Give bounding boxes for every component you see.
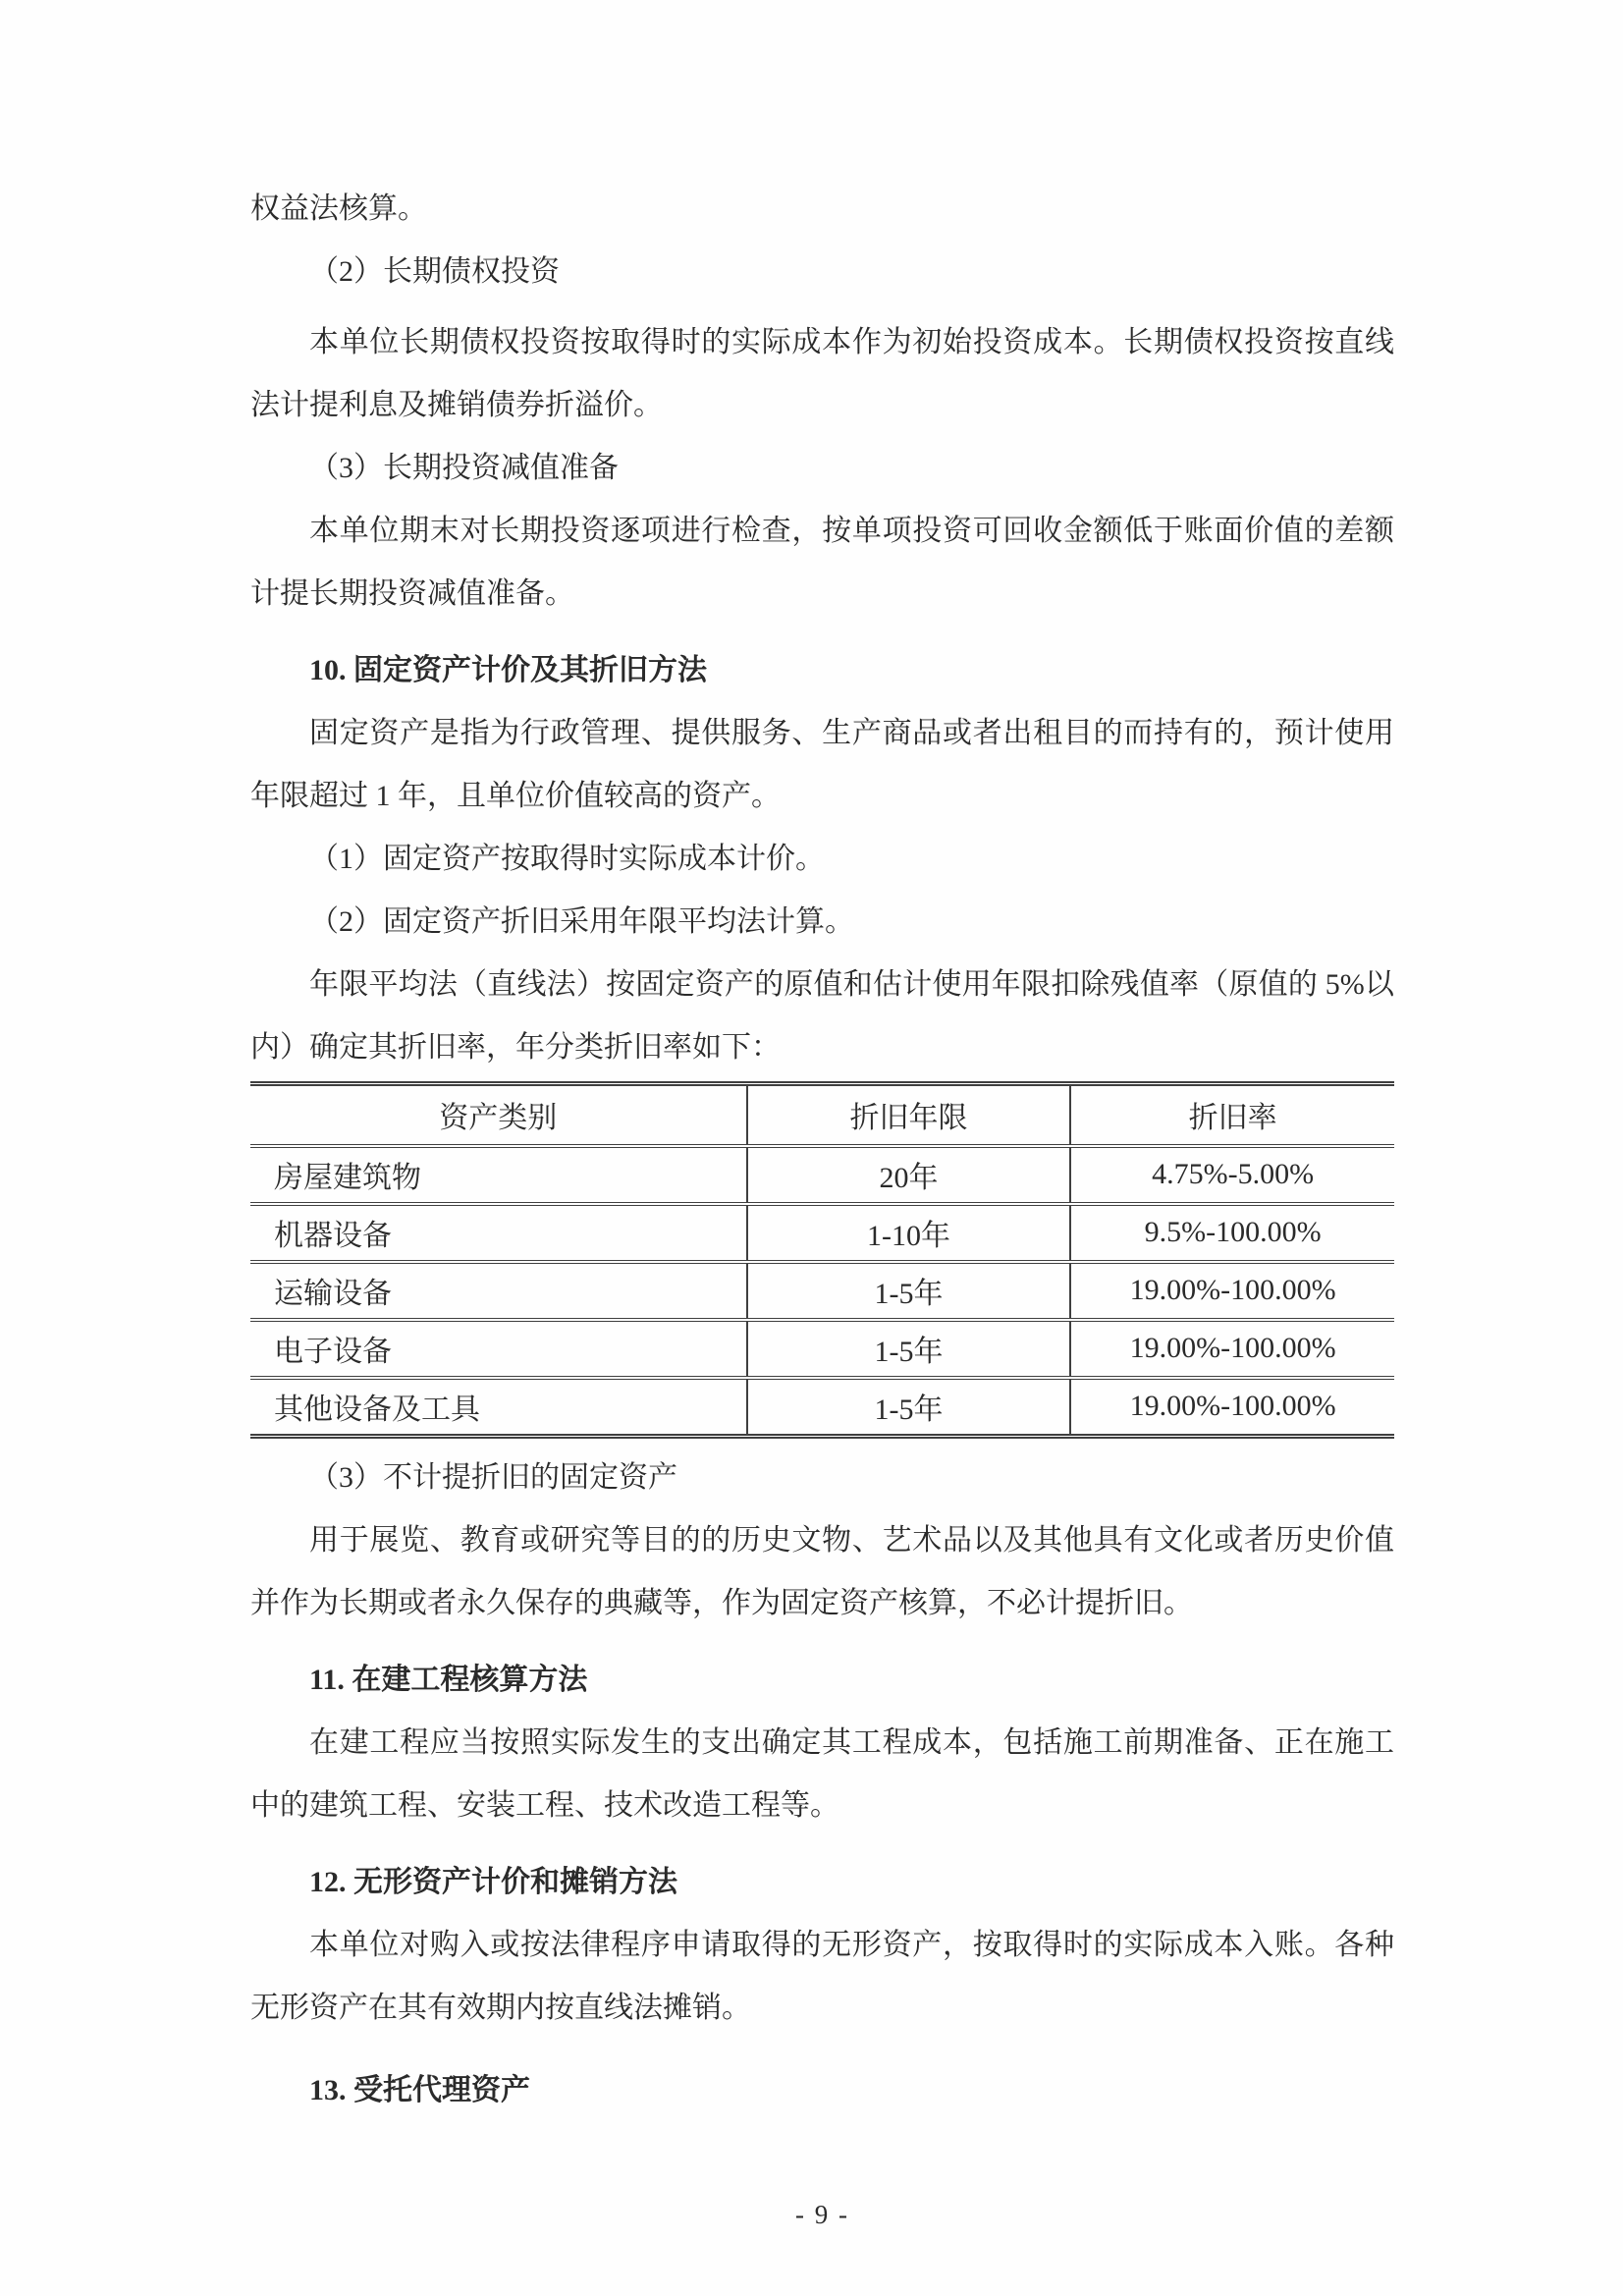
column-header-depreciation-rate: 折旧率 bbox=[1070, 1084, 1394, 1147]
paragraph: 年限平均法（直线法）按固定资产的原值和估计使用年限扣除残值率（原值的 5%以内）确定其折旧率，年分类折旧率如下： bbox=[250, 968, 1394, 1064]
cell-asset-category: 电子设备 bbox=[250, 1320, 747, 1378]
cell-rate: 4.75%-5.00% bbox=[1070, 1146, 1394, 1204]
list-item-2: （2）长期债权投资 bbox=[309, 255, 560, 288]
column-header-asset-category: 资产类别 bbox=[250, 1084, 747, 1147]
column-header-depreciation-years: 折旧年限 bbox=[747, 1084, 1071, 1147]
paragraph: 本单位对购入或按法律程序申请取得的无形资产，按取得时的实际成本入账。各种无形资产在其有效期内按直线法摊销。 bbox=[250, 1929, 1394, 2024]
cell-rate: 19.00%-100.00% bbox=[1070, 1320, 1394, 1378]
depreciation-table bbox=[250, 1081, 1394, 1439]
table-row bbox=[250, 1204, 1394, 1262]
cell-years: 1-5年 bbox=[747, 1378, 1071, 1437]
table-row bbox=[250, 1378, 1394, 1437]
document-body bbox=[250, 178, 1394, 2244]
table-row bbox=[250, 1262, 1394, 1320]
table-header-row bbox=[250, 1084, 1394, 1147]
paragraph: 用于展览、教育或研究等目的的历史文物、艺术品以及其他具有文化或者历史价值并作为长期或者永久保存的典藏等，作为固定资产核算，不必计提折旧。 bbox=[250, 1524, 1394, 1619]
cell-asset-category: 其他设备及工具 bbox=[274, 1394, 480, 1426]
cell-years: 1-10年 bbox=[747, 1204, 1071, 1262]
paragraph: 本单位长期债权投资按取得时的实际成本作为初始投资成本。长期债权投资按直线法计提利息及摊销债券折溢价。 bbox=[250, 326, 1394, 421]
table-row bbox=[250, 1146, 1394, 1204]
section-heading-10: 10. 固定资产计价及其折旧方法 bbox=[309, 654, 707, 686]
cell-asset-category: 机器设备 bbox=[250, 1204, 747, 1262]
cell-asset-category: 运输设备 bbox=[250, 1262, 747, 1320]
section-heading-13: 13. 受托代理资产 bbox=[309, 2074, 530, 2106]
paragraph: 在建工程应当按照实际发生的支出确定其工程成本，包括施工前期准备、正在施工中的建筑工程、安装工程、技术改造工程等。 bbox=[250, 1726, 1394, 1822]
cell-rate: 19.00%-100.00% bbox=[1070, 1262, 1394, 1320]
cell-rate: 9.5%-100.00% bbox=[1070, 1204, 1394, 1262]
list-item-3: （3）长期投资减值准备 bbox=[309, 452, 619, 484]
paragraph: 权益法核算。 bbox=[250, 192, 427, 225]
paragraph: 本单位期末对长期投资逐项进行检查，按单项投资可回收金额低于账面价值的差额计提长期投资减值准备。 bbox=[250, 515, 1394, 610]
page-number: - 9 - bbox=[795, 2200, 849, 2229]
list-item-1: （1）固定资产按取得时实际成本计价。 bbox=[309, 843, 825, 875]
table-row bbox=[250, 1320, 1394, 1378]
list-item-2: （2）固定资产折旧采用年限平均法计算。 bbox=[309, 905, 854, 938]
section-heading-11: 11. 在建工程核算方法 bbox=[309, 1664, 588, 1696]
cell-years: 1-5年 bbox=[747, 1320, 1071, 1378]
cell-rate: 19.00%-100.00% bbox=[1070, 1378, 1394, 1437]
list-item-3: （3）不计提折旧的固定资产 bbox=[309, 1461, 677, 1494]
cell-asset-category: 房屋建筑物 bbox=[250, 1146, 747, 1204]
paragraph: 固定资产是指为行政管理、提供服务、生产商品或者出租目的而持有的，预计使用年限超过 1 年，且单位价值较高的资产。 bbox=[250, 717, 1394, 812]
section-heading-12: 12. 无形资产计价和摊销方法 bbox=[309, 1866, 677, 1898]
cell-years: 20年 bbox=[747, 1146, 1071, 1204]
cell-years: 1-5年 bbox=[747, 1262, 1071, 1320]
